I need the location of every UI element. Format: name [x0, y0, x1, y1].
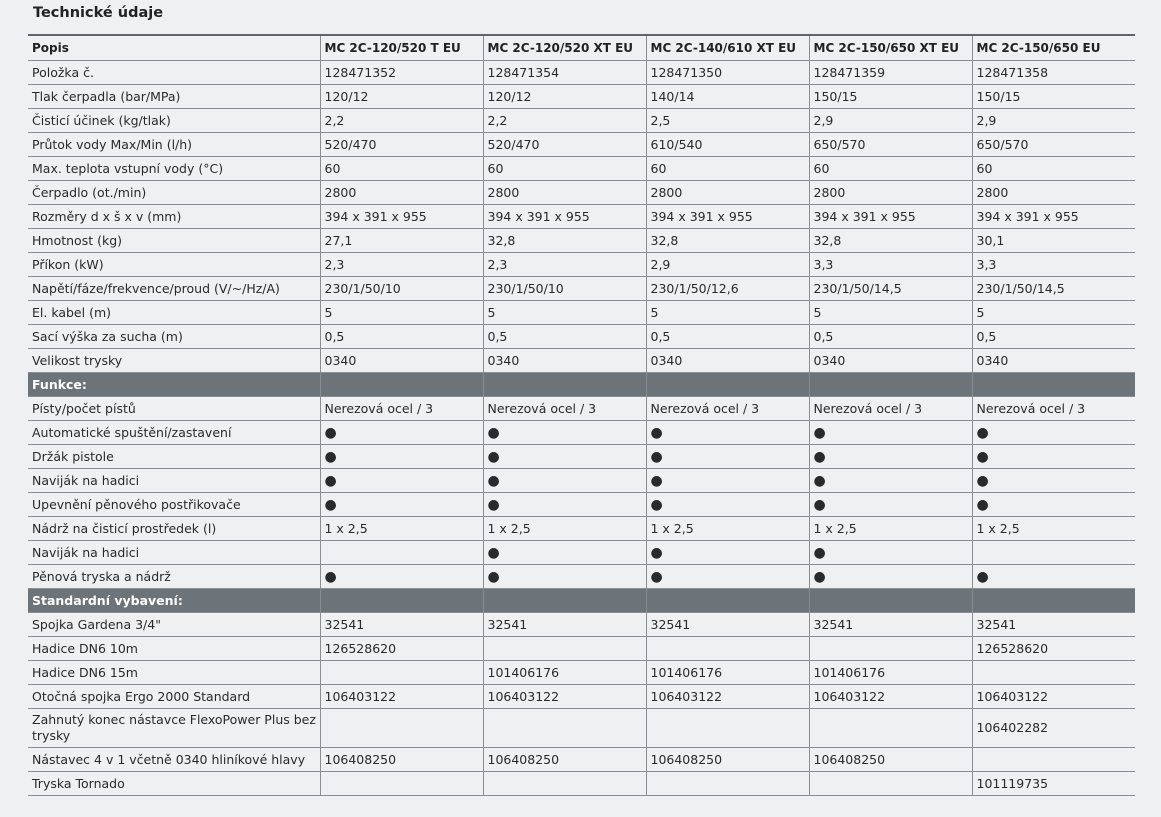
row-label: Čerpadlo (ot./min) — [28, 181, 320, 205]
table-row — [28, 277, 1135, 301]
table-cell: ● — [809, 493, 972, 517]
row-label: Max. teplota vstupní vody (°C) — [28, 157, 320, 181]
table-cell: ● — [809, 445, 972, 469]
table-body — [28, 61, 1135, 796]
table-cell: 394 x 391 x 955 — [320, 205, 483, 229]
row-label: Upevnění pěnového postřikovače — [28, 493, 320, 517]
row-label: Naviják na hadici — [28, 541, 320, 565]
table-cell — [320, 661, 483, 685]
table-cell: ● — [972, 421, 1135, 445]
table-cell: 32,8 — [646, 229, 809, 253]
table-row — [28, 613, 1135, 637]
table-cell: Nerezová ocel / 3 — [483, 397, 646, 421]
table-cell: 394 x 391 x 955 — [646, 205, 809, 229]
table-cell — [809, 709, 972, 748]
table-cell: 128471352 — [320, 61, 483, 85]
table-cell: 610/540 — [646, 133, 809, 157]
table-cell: 230/1/50/12,6 — [646, 277, 809, 301]
table-cell: ● — [809, 541, 972, 565]
table-cell: 0340 — [646, 349, 809, 373]
table-row — [28, 493, 1135, 517]
table-cell: ● — [646, 493, 809, 517]
table-row — [28, 397, 1135, 421]
table-cell: 128471359 — [809, 61, 972, 85]
table-cell: 1 x 2,5 — [320, 517, 483, 541]
table-row — [28, 109, 1135, 133]
table-cell: 3,3 — [809, 253, 972, 277]
header-cell-model: MC 2C-140/610 XT EU — [646, 35, 809, 61]
table-cell — [483, 373, 646, 397]
row-label: Zahnutý konec nástavce FlexoPower Plus bez trysky — [28, 709, 320, 748]
table-row — [28, 325, 1135, 349]
table-cell: ● — [972, 469, 1135, 493]
table-cell — [809, 373, 972, 397]
table-cell: 106408250 — [646, 748, 809, 772]
table-cell: 5 — [809, 301, 972, 325]
table-cell — [809, 589, 972, 613]
table-cell: ● — [320, 445, 483, 469]
table-cell: 1 x 2,5 — [809, 517, 972, 541]
table-cell: ● — [809, 565, 972, 589]
table-row — [28, 61, 1135, 85]
table-row — [28, 772, 1135, 796]
table-cell — [483, 772, 646, 796]
row-label: Tryska Tornado — [28, 772, 320, 796]
table-cell: 650/570 — [972, 133, 1135, 157]
table-cell: 150/15 — [809, 85, 972, 109]
table-cell: 101406176 — [809, 661, 972, 685]
table-cell: 0,5 — [646, 325, 809, 349]
table-cell: 106403122 — [646, 685, 809, 709]
table-cell — [809, 637, 972, 661]
row-label: Rozměry d x š x v (mm) — [28, 205, 320, 229]
table-cell: 32541 — [320, 613, 483, 637]
table-cell: 106408250 — [320, 748, 483, 772]
table-cell: 520/470 — [483, 133, 646, 157]
table-cell: 394 x 391 x 955 — [972, 205, 1135, 229]
table-cell: 140/14 — [646, 85, 809, 109]
table-header-row — [28, 35, 1135, 61]
page-title: Technické údaje — [33, 5, 164, 21]
table-cell: 2800 — [320, 181, 483, 205]
table-cell — [320, 709, 483, 748]
table-row — [28, 685, 1135, 709]
table-cell: 520/470 — [320, 133, 483, 157]
table-row — [28, 349, 1135, 373]
table-cell: 32541 — [972, 613, 1135, 637]
section-header-row — [28, 589, 1135, 613]
table-cell: 0,5 — [972, 325, 1135, 349]
table-cell: 2,9 — [809, 109, 972, 133]
table-cell: 32541 — [483, 613, 646, 637]
table-row — [28, 661, 1135, 685]
table-row — [28, 205, 1135, 229]
table-cell — [320, 772, 483, 796]
row-label: Pěnová tryska a nádrž — [28, 565, 320, 589]
header-cell-description: Popis — [28, 35, 320, 61]
table-cell — [320, 373, 483, 397]
table-cell: 128471358 — [972, 61, 1135, 85]
table-cell: ● — [646, 565, 809, 589]
row-label: Sací výška za sucha (m) — [28, 325, 320, 349]
table-row — [28, 565, 1135, 589]
table-cell: 60 — [809, 157, 972, 181]
table-cell: ● — [646, 445, 809, 469]
table-cell: ● — [646, 541, 809, 565]
table-cell: 650/570 — [809, 133, 972, 157]
table-row — [28, 85, 1135, 109]
table-cell: 60 — [646, 157, 809, 181]
table-cell: 2,2 — [483, 109, 646, 133]
table-cell: ● — [646, 421, 809, 445]
row-label: Hadice DN6 15m — [28, 661, 320, 685]
table-cell: 32,8 — [483, 229, 646, 253]
table-cell: 2,2 — [320, 109, 483, 133]
header-cell-model: MC 2C-120/520 XT EU — [483, 35, 646, 61]
table-cell — [972, 661, 1135, 685]
table-cell — [972, 373, 1135, 397]
row-label: Velikost trysky — [28, 349, 320, 373]
table-cell: ● — [483, 469, 646, 493]
table-cell: ● — [646, 469, 809, 493]
table-cell — [646, 637, 809, 661]
spec-table — [28, 34, 1135, 796]
table-cell: 394 x 391 x 955 — [483, 205, 646, 229]
table-cell: 106408250 — [483, 748, 646, 772]
row-label: Položka č. — [28, 61, 320, 85]
header-cell-model: MC 2C-150/650 EU — [972, 35, 1135, 61]
table-cell: 120/12 — [320, 85, 483, 109]
row-label: Automatické spuštění/zastavení — [28, 421, 320, 445]
table-cell: 32541 — [646, 613, 809, 637]
table-cell — [483, 637, 646, 661]
table-cell: 106403122 — [809, 685, 972, 709]
table-cell: 2,3 — [483, 253, 646, 277]
table-cell: 126528620 — [972, 637, 1135, 661]
table-cell: 106403122 — [972, 685, 1135, 709]
table-cell: ● — [972, 565, 1135, 589]
row-label: Napětí/fáze/frekvence/proud (V/~/Hz/A) — [28, 277, 320, 301]
table-cell — [320, 541, 483, 565]
table-cell: 60 — [320, 157, 483, 181]
row-label: Průtok vody Max/Min (l/h) — [28, 133, 320, 157]
table-row — [28, 133, 1135, 157]
table-row — [28, 229, 1135, 253]
table-cell: 3,3 — [972, 253, 1135, 277]
table-cell: 230/1/50/10 — [320, 277, 483, 301]
table-cell: 1 x 2,5 — [483, 517, 646, 541]
table-cell: 32,8 — [809, 229, 972, 253]
table-cell: 230/1/50/14,5 — [972, 277, 1135, 301]
table-cell: ● — [809, 469, 972, 493]
table-cell — [809, 772, 972, 796]
table-cell — [646, 589, 809, 613]
table-row — [28, 157, 1135, 181]
row-label: Otočná spojka Ergo 2000 Standard — [28, 685, 320, 709]
table-cell: 120/12 — [483, 85, 646, 109]
table-cell: 2800 — [646, 181, 809, 205]
table-cell: 2,5 — [646, 109, 809, 133]
table-cell: 2800 — [483, 181, 646, 205]
table-cell: ● — [483, 493, 646, 517]
table-cell: 230/1/50/10 — [483, 277, 646, 301]
table-cell: 101119735 — [972, 772, 1135, 796]
table-row — [28, 709, 1135, 748]
table-cell: 2,3 — [320, 253, 483, 277]
table-cell: 128471350 — [646, 61, 809, 85]
table-cell: ● — [809, 421, 972, 445]
table-cell: 0,5 — [809, 325, 972, 349]
table-cell: 5 — [972, 301, 1135, 325]
table-cell: 2,9 — [646, 253, 809, 277]
table-cell: 60 — [972, 157, 1135, 181]
row-label: Čisticí účinek (kg/tlak) — [28, 109, 320, 133]
table-cell — [972, 748, 1135, 772]
row-label: Naviják na hadici — [28, 469, 320, 493]
table-cell: ● — [320, 493, 483, 517]
table-cell — [972, 589, 1135, 613]
table-cell — [646, 709, 809, 748]
table-cell — [483, 589, 646, 613]
table-row — [28, 748, 1135, 772]
header-cell-model: MC 2C-120/520 T EU — [320, 35, 483, 61]
table-row — [28, 517, 1135, 541]
table-cell: ● — [972, 445, 1135, 469]
table-row — [28, 301, 1135, 325]
table-cell — [646, 373, 809, 397]
table-cell: 0,5 — [483, 325, 646, 349]
table-cell — [646, 772, 809, 796]
table-cell: 106402282 — [972, 709, 1135, 748]
section-title: Funkce: — [28, 373, 320, 397]
table-cell: 126528620 — [320, 637, 483, 661]
table-cell: 2800 — [809, 181, 972, 205]
table-cell: 230/1/50/14,5 — [809, 277, 972, 301]
table-cell: 0340 — [483, 349, 646, 373]
section-title: Standardní vybavení: — [28, 589, 320, 613]
table-cell: 101406176 — [646, 661, 809, 685]
table-cell — [483, 709, 646, 748]
table-cell: 128471354 — [483, 61, 646, 85]
table-cell: ● — [320, 565, 483, 589]
table-cell: ● — [320, 469, 483, 493]
table-cell: 5 — [483, 301, 646, 325]
header-cell-model: MC 2C-150/650 XT EU — [809, 35, 972, 61]
table-cell: 2800 — [972, 181, 1135, 205]
row-label: El. kabel (m) — [28, 301, 320, 325]
table-cell: ● — [320, 421, 483, 445]
table-cell: 106403122 — [320, 685, 483, 709]
table-row — [28, 541, 1135, 565]
table-cell: 0340 — [320, 349, 483, 373]
row-label: Písty/počet pístů — [28, 397, 320, 421]
section-header-row — [28, 373, 1135, 397]
table-cell: Nerezová ocel / 3 — [646, 397, 809, 421]
table-cell: 2,9 — [972, 109, 1135, 133]
row-label: Hmotnost (kg) — [28, 229, 320, 253]
table-row — [28, 637, 1135, 661]
table-cell: ● — [483, 565, 646, 589]
table-row — [28, 181, 1135, 205]
table-cell: Nerezová ocel / 3 — [320, 397, 483, 421]
table-cell: 101406176 — [483, 661, 646, 685]
table-cell: 0340 — [972, 349, 1135, 373]
table-cell: 5 — [320, 301, 483, 325]
table-row — [28, 445, 1135, 469]
table-cell: ● — [483, 541, 646, 565]
table-cell: 60 — [483, 157, 646, 181]
table-cell: 1 x 2,5 — [972, 517, 1135, 541]
table-cell: ● — [483, 445, 646, 469]
row-label: Spojka Gardena 3/4" — [28, 613, 320, 637]
table-cell: Nerezová ocel / 3 — [972, 397, 1135, 421]
table-cell: ● — [972, 493, 1135, 517]
row-label: Nádrž na čisticí prostředek (l) — [28, 517, 320, 541]
row-label: Příkon (kW) — [28, 253, 320, 277]
row-label: Nástavec 4 v 1 včetně 0340 hliníkové hlavy — [28, 748, 320, 772]
table-cell: 5 — [646, 301, 809, 325]
table-cell: 106408250 — [809, 748, 972, 772]
table-cell: 1 x 2,5 — [646, 517, 809, 541]
row-label: Hadice DN6 10m — [28, 637, 320, 661]
row-label: Držák pistole — [28, 445, 320, 469]
table-cell: ● — [483, 421, 646, 445]
table-cell: 106403122 — [483, 685, 646, 709]
row-label: Tlak čerpadla (bar/MPa) — [28, 85, 320, 109]
table-row — [28, 469, 1135, 493]
table-row — [28, 253, 1135, 277]
table-cell: 27,1 — [320, 229, 483, 253]
table-cell: 0340 — [809, 349, 972, 373]
table-cell: Nerezová ocel / 3 — [809, 397, 972, 421]
table-cell: 394 x 391 x 955 — [809, 205, 972, 229]
table-cell: 32541 — [809, 613, 972, 637]
table-cell — [320, 589, 483, 613]
table-cell: 30,1 — [972, 229, 1135, 253]
table-cell: 0,5 — [320, 325, 483, 349]
table-row — [28, 421, 1135, 445]
table-cell: 150/15 — [972, 85, 1135, 109]
table-cell — [972, 541, 1135, 565]
